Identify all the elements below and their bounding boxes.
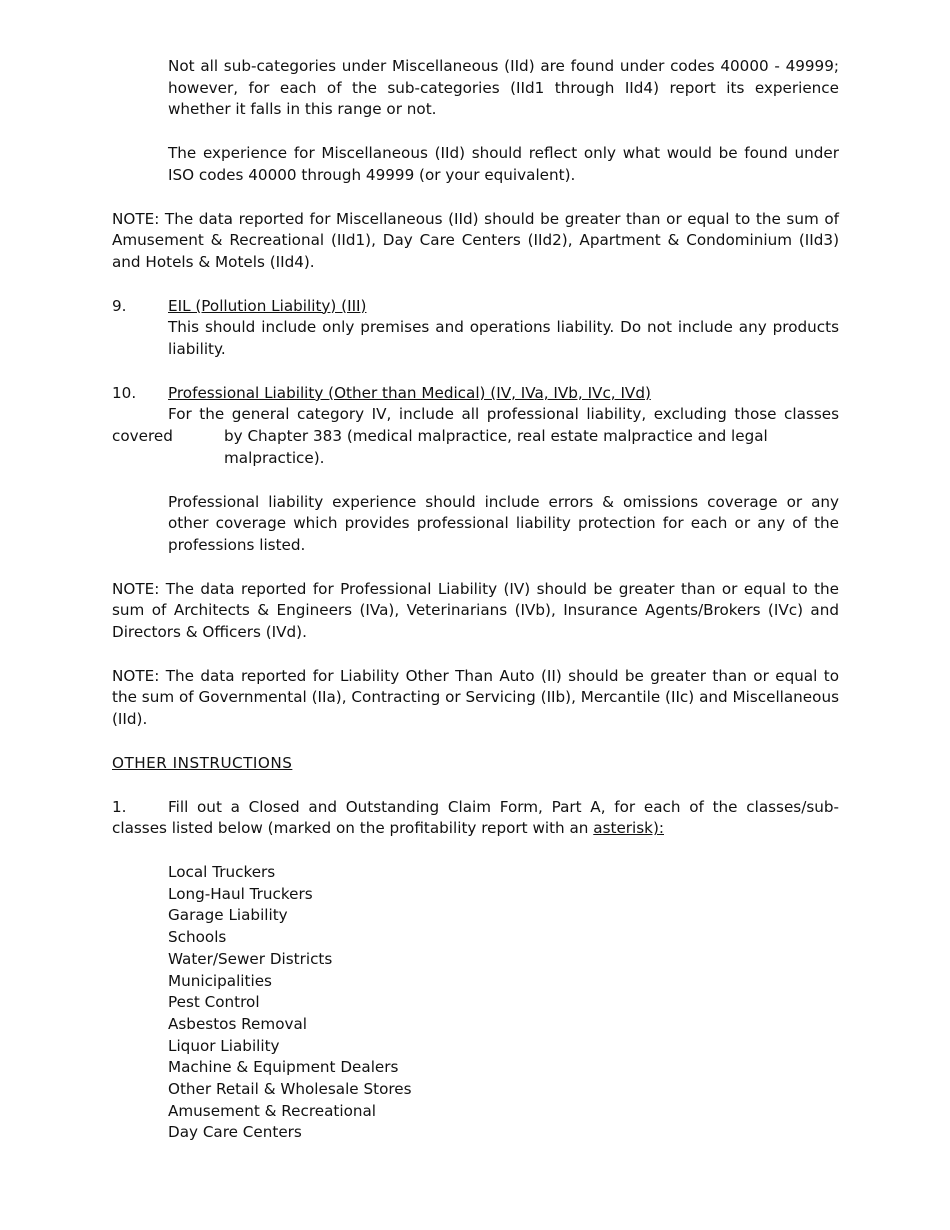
list-item: Liquor Liability [168, 1036, 280, 1055]
item-10-line-2-left: covered [112, 427, 173, 446]
note-text: The data reported for Liability Other Than Auto (II) should be greater than or equal to the sum of Governmental (IIa), Contracting or Servicing (IIb), Mercantile (IIc) and Miscellaneous (IId). [112, 666, 839, 729]
item-number: 10. [112, 383, 137, 402]
list-item: Other Retail & Wholesale Stores [168, 1080, 412, 1099]
item-heading: Professional Liability (Other than Medical) (IV, IVa, IVb, IVc, IVd) [168, 383, 651, 402]
item-10-paragraph-2: Professional liability experience should include errors & omissions coverage or any other coverage which provides professional liability protection for each or any of the professions listed. [168, 492, 839, 554]
item-10-line-2 [112, 426, 839, 469]
item-10-line-1: For the general category IV, include all professional liability, excluding those classes [168, 405, 839, 424]
item-heading: EIL (Pollution Liability) (III) [168, 296, 367, 315]
asterisk-text: asterisk): [593, 819, 664, 838]
note-label: NOTE: [112, 209, 160, 228]
note-liability [112, 666, 839, 731]
document-page [112, 56, 839, 1144]
section-heading: OTHER INSTRUCTIONS [112, 753, 293, 772]
list-item: Pest Control [168, 993, 260, 1012]
item-10-heading-row [112, 383, 839, 405]
list-item: Municipalities [168, 971, 272, 990]
list-item: Day Care Centers [168, 1123, 302, 1142]
list-item: Amusement & Recreational [168, 1101, 377, 1120]
note-misc [112, 209, 839, 274]
item-10-line-2-right: by Chapter 383 (medical malpractice, real estate malpractice and legal malpractice). [224, 427, 768, 467]
list-item: Garage Liability [168, 906, 288, 925]
misc-paragraph-1: Not all sub-categories under Miscellaneous (IId) are found under codes 40000 - 49999; however, for each of the sub-categories (IId1 through IId4) report its experience whether it falls in this range or not. [168, 57, 839, 119]
item-9-heading-row [112, 296, 839, 318]
instruction-line-2: listed below (marked on the profitability report with an [171, 819, 594, 838]
list-item: Water/Sewer Districts [168, 949, 333, 968]
misc-paragraph-2: The experience for Miscellaneous (IId) should reflect only what would be found under ISO codes 40000 through 49999 (or your equivalent). [168, 144, 839, 184]
note-text: The data reported for Miscellaneous (IId) should be greater than or equal to the sum of Amusement & Recreational (IId1), Day Care Centers (IId2), Apartment & Condominium (IId3) and Hotels & Motels (IId4). [112, 209, 839, 271]
list-item: Machine & Equipment Dealers [168, 1058, 399, 1077]
list-item: Long-Haul Truckers [168, 884, 313, 903]
note-label: NOTE: [112, 666, 160, 685]
class-list [112, 862, 839, 1144]
list-item: Local Truckers [168, 862, 276, 881]
list-item: Asbestos Removal [168, 1014, 308, 1033]
instruction-line-1: Fill out a Closed and Outstanding Claim Form, Part A, for each of the classes/sub-classes [112, 797, 839, 838]
note-label: NOTE: [112, 579, 160, 598]
list-item: Schools [168, 928, 227, 947]
item-number: 1. [112, 797, 127, 816]
item-number: 9. [112, 296, 127, 315]
note-professional [112, 579, 839, 644]
item-9-text: This should include only premises and operations liability. Do not include any products liability. [168, 318, 839, 359]
other-instruction-1 [112, 797, 839, 840]
note-text: The data reported for Professional Liability (IV) should be greater than or equal to the sum of Architects & Engineers (IVa), Veterinarians (IVb), Insurance Agents/Brokers (IVc) and Directors & Officers (IVd). [112, 579, 839, 642]
